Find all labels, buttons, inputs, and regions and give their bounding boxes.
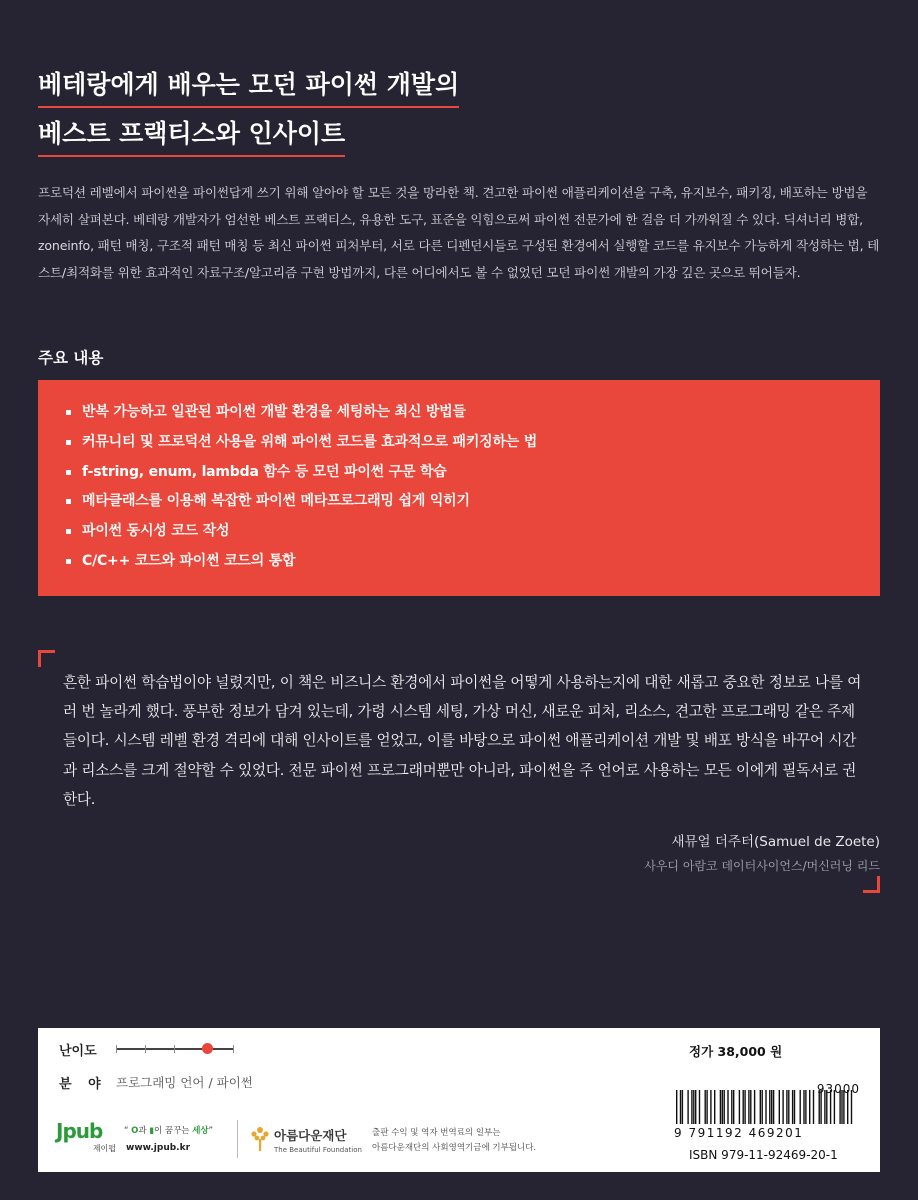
publisher-logo-text: Jpub bbox=[56, 1119, 103, 1143]
headline-line-1: 베테랑에게 배우는 모던 파이썬 개발의 bbox=[38, 72, 459, 108]
foundation-name: 아름다운재단 bbox=[274, 1128, 347, 1143]
foundation-note-line-1: 출판 수익 및 역자 번역료의 일부는 bbox=[372, 1128, 501, 1138]
slogan-quote-open: “ bbox=[124, 1126, 129, 1136]
intro-paragraph: 프로덕션 레벨에서 파이썬을 파이썬답게 쓰기 위해 알아야 할 모든 것을 망라한 책. 견고한 파이썬 애플리케이션을 구축, 유지보수, 패키징, 배포하는 방법을 자세히 살펴본다. 베테랑 개발자가 엄선한 베스트 프랙티스, 유용한 도구, 표준을 익힘으로써 파이썬 전문가에 한 걸음 더 가까워질 수 있다. 딕셔너리 병합, zoneinfo, 패턴 매칭, 구조적 패턴 매칭 등 최신 파이썬 피처부터, 서로 다른 디펜던시들로 구성된 환경에서 실행할 코드를 유지보수 가능하게 작성하는 법, 테스트/최적화를 위한 효과적인 자료구조/알고리즘 구현 방법까지, 다른 어디에서도 볼 수 없었던 모던 파이썬 개발의 가장 깊은 곳으로 뛰어들자. bbox=[38, 185, 880, 280]
field-value: 프로그래밍 언어 / 파이썬 bbox=[116, 1075, 253, 1090]
quote-close-bracket bbox=[863, 876, 880, 893]
feature-item: 반복 가능하고 일관된 파이썬 개발 환경을 세팅하는 최신 방법들 bbox=[66, 398, 880, 428]
difficulty-marker bbox=[202, 1043, 213, 1054]
feature-item: 파이썬 동시성 코드 작성 bbox=[66, 517, 880, 547]
headline-line-2: 베스트 프랙티스와 인사이트 bbox=[38, 121, 345, 157]
reviewer-title: 사우디 아람코 데이터사이언스/머신러닝 리드 bbox=[644, 859, 880, 873]
feature-item: f-string, enum, lambda 함수 등 모던 파이썬 구문 학습 bbox=[66, 458, 880, 488]
slogan-mid2: 이 꿈꾸는 bbox=[153, 1126, 190, 1136]
slogan-quote-close: ” bbox=[208, 1126, 214, 1136]
slogan-end: 세상 bbox=[192, 1126, 209, 1136]
publisher-slogan bbox=[124, 1124, 213, 1136]
price-code: 93000 bbox=[816, 1082, 860, 1096]
divider bbox=[237, 1120, 238, 1158]
feature-item: 커뮤니티 및 프로덕션 사용을 위해 파이썬 코드를 효과적으로 패키징하는 법 bbox=[66, 428, 880, 458]
isbn: ISBN 979-11-92469-20-1 bbox=[689, 1148, 838, 1162]
slogan-book-icon: ▮ bbox=[149, 1126, 154, 1136]
field-label: 분 야 bbox=[59, 1077, 107, 1092]
barcode-bars bbox=[674, 1090, 860, 1130]
difficulty-meter bbox=[116, 1048, 234, 1050]
quote-open-bracket bbox=[38, 650, 55, 667]
feature-item: C/C++ 코드와 파이썬 코드의 통합 bbox=[66, 547, 880, 577]
foundation-note bbox=[372, 1126, 536, 1156]
review-quote: 흔한 파이썬 학습법이야 널렸지만, 이 책은 비즈니스 환경에서 파이썬을 어떻게 사용하는지에 대한 새롭고 중요한 정보로 나를 여러 번 놀라게 했다. 풍부한 정보가 담겨 있는데, 가령 시스템 세팅, 가상 머신, 새로운 피처, 리소스, 견고한 프로그래밍 같은 주제들이다. 시스템 레벨 환경 격리에 대해 인사이트를 얻었고, 이를 바탕으로 파이썬 애플리케이션 개발 및 배포 방식을 바꾸어 시간과 리소스를 크게 절약할 수 있었다. 전문 파이썬 프로그래머뿐만 아니라, 파이썬을 주 언어로 사용하는 모든 이에게 필독서로 권한다. bbox=[63, 674, 862, 808]
publisher-logo bbox=[56, 1120, 116, 1158]
difficulty-label: 난이도 bbox=[59, 1044, 97, 1059]
feature-item: 메타클래스를 이용해 복잡한 파이썬 메타프로그래밍 쉽게 익히기 bbox=[66, 487, 880, 517]
barcode-number: 9 791192 469201 bbox=[674, 1126, 804, 1140]
publisher-site: www.jpub.kr bbox=[126, 1143, 191, 1153]
reviewer-name: 새뮤얼 더주터(Samuel de Zoete) bbox=[671, 834, 880, 850]
section-title: 주요 내용 bbox=[38, 349, 104, 367]
foundation-note-line-2: 아름다운재단의 사회영역기금에 기부됩니다. bbox=[372, 1143, 537, 1153]
slogan-mid: 과 bbox=[138, 1126, 147, 1136]
headline bbox=[38, 72, 459, 170]
slogan-o-icon: O bbox=[131, 1126, 139, 1136]
publisher-logo-sub: 제이펍 bbox=[92, 1144, 116, 1153]
reviewer bbox=[644, 830, 880, 878]
footer-info-box bbox=[38, 1028, 880, 1172]
feature-list bbox=[38, 380, 880, 596]
price: 정가 38,000 원 bbox=[689, 1044, 783, 1059]
foundation-en: The Beautiful Foundation bbox=[274, 1146, 362, 1154]
tree-icon bbox=[249, 1123, 271, 1153]
